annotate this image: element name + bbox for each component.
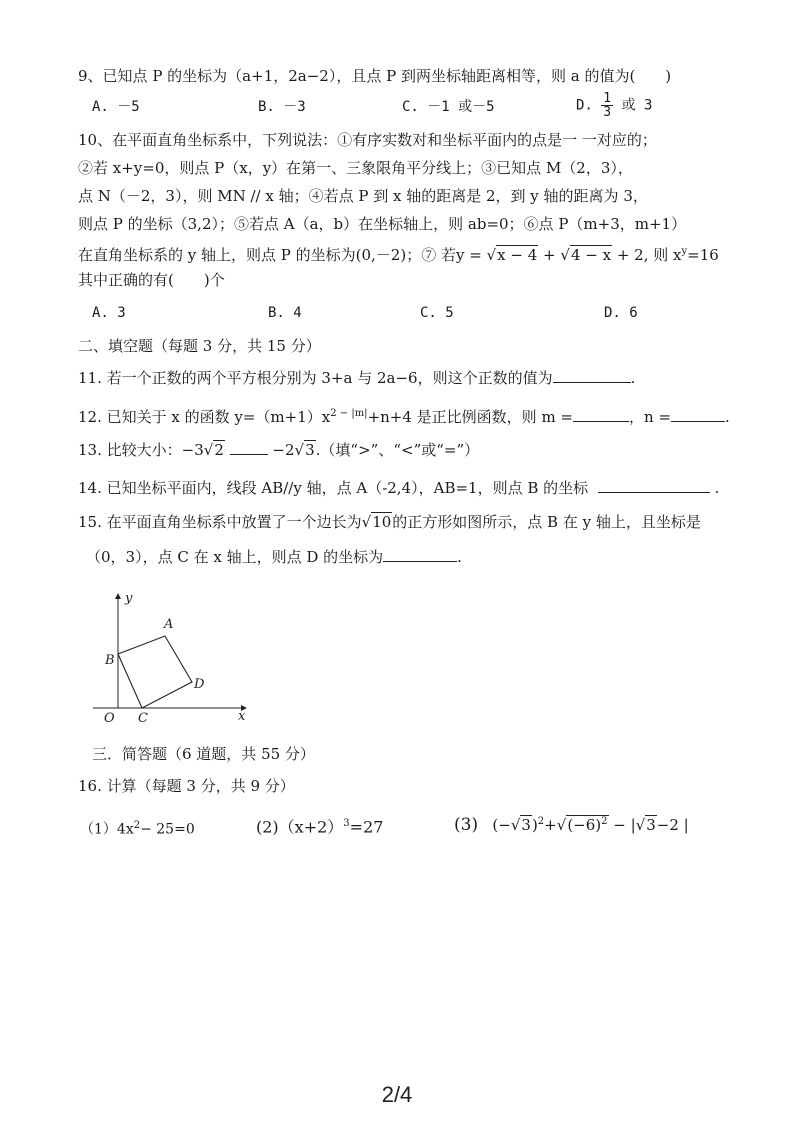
- q10-option-c: C. 5: [420, 305, 454, 321]
- answer-blank: [383, 547, 457, 562]
- q15-line2: （0，3），点 C 在 x 轴上，则点 D 的坐标为 .: [86, 548, 462, 566]
- q16-part2: $(2)(x+2)^3=27$: [256, 817, 384, 837]
- q12: 12. 已知关于 x 的函数 $y=(m+1)x^{2 - |m|}+n+4$ 是正比例函数，则 m = ，n = .: [78, 408, 730, 426]
- page-number: 2/4: [381, 1082, 413, 1107]
- q16-title: 16. 计算（每题 3 分，共 9 分）: [78, 777, 295, 795]
- label-c: C: [138, 711, 148, 726]
- q9-option-a: A. －5: [92, 99, 140, 115]
- label-origin: O: [104, 711, 115, 726]
- q15-line1: 15. 在平面直角坐标系中放置了一个边长为√10的正方形如图所示，点 B 在 y 轴上，且坐标是: [78, 513, 701, 531]
- label-b: B: [105, 653, 115, 668]
- q10-line3: 点 N（－2，3），则 MN // x 轴；④若点 P 到 x 轴的距离是 2，到 y 轴的距离为 3，: [78, 187, 648, 205]
- square-coordinate-figure: [88, 588, 258, 728]
- answer-blank-n: [671, 407, 725, 422]
- q11: 11. 若一个正数的两个平方根分别为 3+a 与 2a−6，则这个正数的值为 .: [78, 369, 636, 387]
- q10-option-b: B. 4: [268, 305, 302, 321]
- q10-option-d: D. 6: [604, 305, 638, 321]
- answer-blank: [230, 440, 268, 455]
- q16-part1: $(1)4x^2- 25=0$: [80, 820, 195, 838]
- q14: 14. 已知坐标平面内，线段 AB//y 轴，点 A（-2,4），AB=1，则点 B 的坐标 .: [78, 479, 720, 497]
- square-abcd: [118, 636, 192, 708]
- q9-option-d: D. $\frac{1}{3}$ 或 3: [576, 91, 653, 120]
- answer-blank: [553, 368, 631, 383]
- label-x: x: [238, 709, 246, 724]
- answer-blank-m: [573, 407, 629, 422]
- label-d: D: [194, 677, 205, 692]
- section-heading-short-answer: 三．简答题（6 道题，共 55 分）: [92, 745, 315, 763]
- q10-line1: 10、在平面直角坐标系中，下列说法：①有序实数对和坐标平面内的点是一 一对应的；: [78, 131, 657, 149]
- answer-blank: [598, 478, 710, 493]
- q9-option-b: B. －3: [258, 99, 306, 115]
- q9-stem: 9、已知点 P 的坐标为（a+1，2a−2），且点 P 到两坐标轴距离相等，则 a 的值为( ): [78, 67, 672, 85]
- q13: 13. 比较大小：−3√2 −2√3.（填“>”、“<”或“=”）: [78, 441, 480, 459]
- q9-option-c: C. －1 或－5: [402, 99, 495, 115]
- q10-line5: 在直角坐标系的 y 轴上，则点 P 的坐标为(0,－2)；⑦ 若y = √x − 4 + √4 − x + 2, 则 $x^y=16$: [78, 246, 719, 264]
- q16-part3: (3) $(-√3)^2+√(-6)^2 - |√3-2$ |: [454, 815, 689, 835]
- q10-option-a: A. 3: [92, 305, 126, 321]
- q10-line4: 则点 P 的坐标（3,2）；⑤若点 A（a，b）在坐标轴上，则 ab=0；⑥点 P（m+3，m+1）: [78, 215, 687, 233]
- section-heading-fill-in: 二、填空题（每题 3 分，共 15 分）: [78, 337, 321, 355]
- q10-line2: ②若 x+y=0，则点 P（x，y）在第一、三象限角平分线上；③已知点 M（2，3），: [78, 159, 633, 177]
- q10-line6: 其中正确的有( )个: [78, 271, 225, 289]
- label-y: y: [125, 591, 133, 606]
- fraction-one-third: $\frac{1}{3}$: [603, 91, 612, 120]
- label-a: A: [164, 617, 174, 632]
